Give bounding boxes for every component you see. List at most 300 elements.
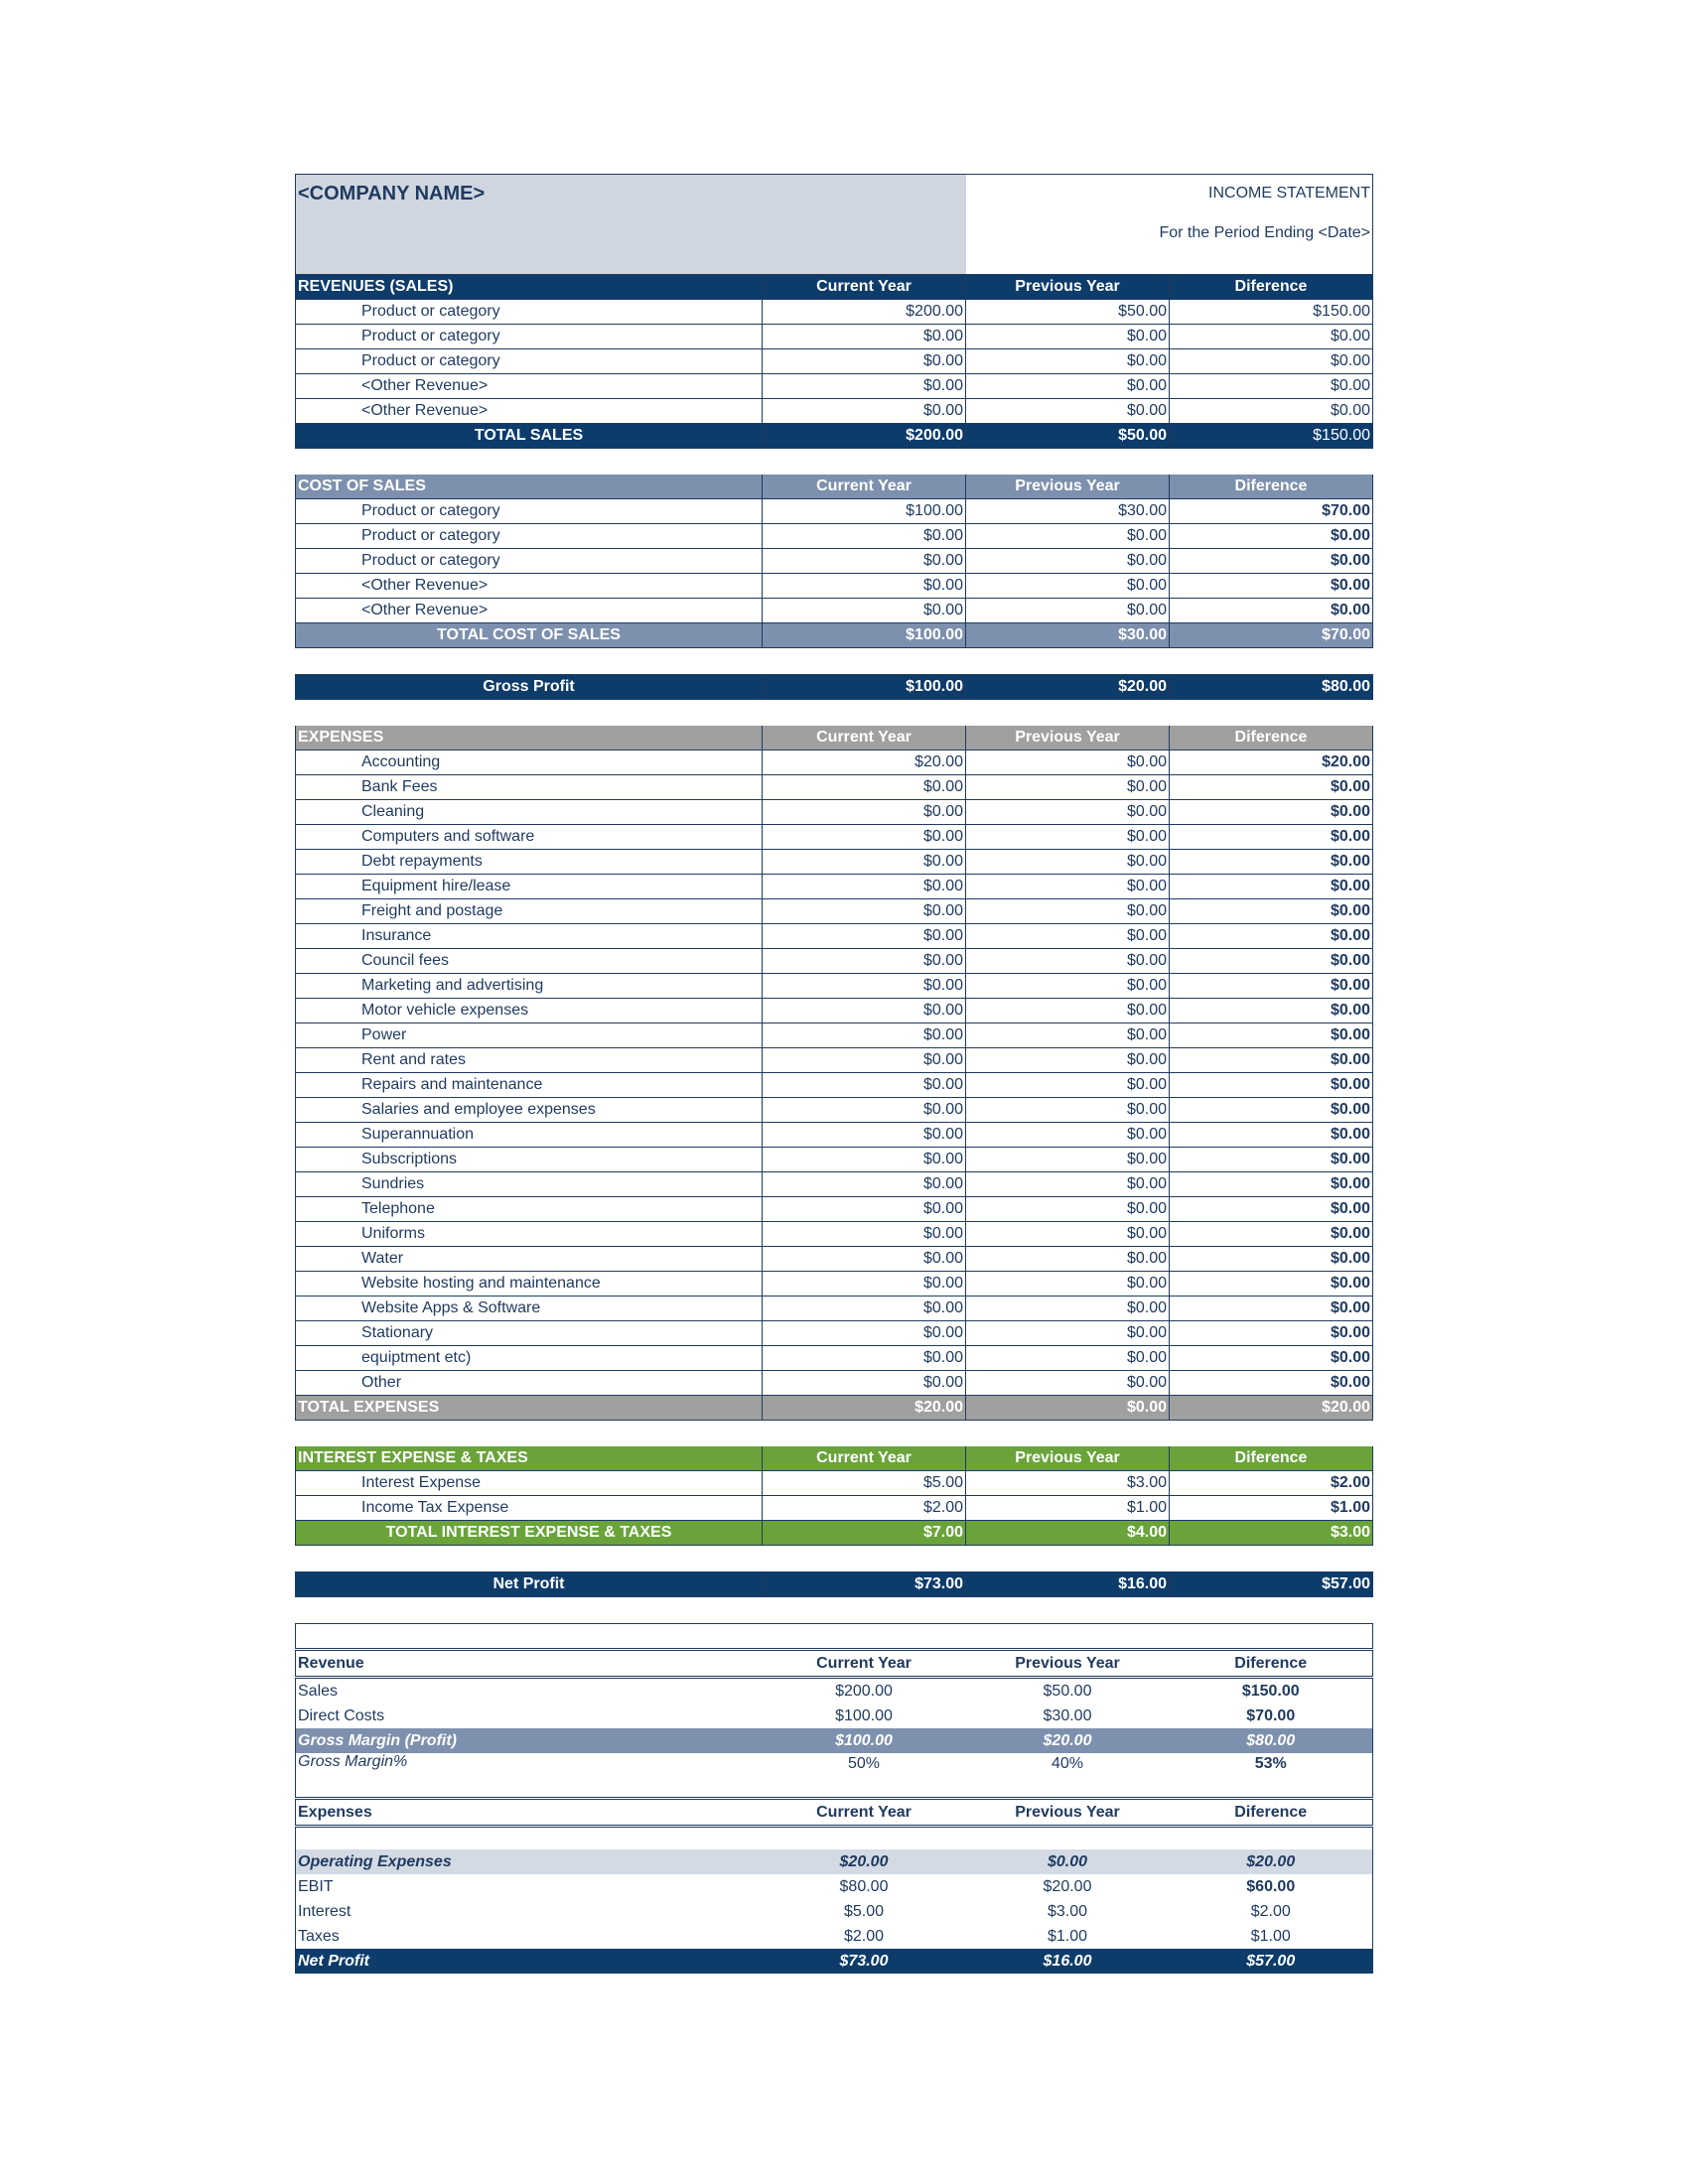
previous-value: $16.00 [1043, 1952, 1092, 1970]
row-label: Bank Fees [296, 775, 763, 800]
previous-value: $0.00 [966, 349, 1170, 374]
row-label: Salaries and employee expenses [296, 1098, 763, 1123]
line-item-row [296, 524, 1373, 549]
difference-value: $0.00 [1170, 549, 1373, 574]
previous-value: $0.00 [966, 949, 1170, 974]
line-item-row [296, 1048, 1373, 1073]
difference-value: $0.00 [1170, 924, 1373, 949]
difference-value: $0.00 [1170, 1197, 1373, 1222]
previous-value: $0.00 [966, 549, 1170, 574]
current-value: $0.00 [763, 399, 966, 424]
line-item-row [296, 751, 1373, 775]
difference-value: $70.00 [1170, 623, 1373, 648]
row-label: Taxes [296, 1924, 763, 1949]
difference-value: $20.00 [1170, 751, 1373, 775]
current-value: $2.00 [843, 1927, 885, 1945]
previous-value: $0.00 [966, 399, 1170, 424]
current-value: $0.00 [763, 924, 966, 949]
difference-value: $0.00 [1170, 974, 1373, 999]
current-value: $0.00 [763, 949, 966, 974]
row-label: Gross Profit [296, 675, 763, 700]
current-value: $100.00 [835, 1731, 893, 1749]
current-value: $200.00 [763, 424, 966, 449]
difference-value: $0.00 [1170, 399, 1373, 424]
row-label: Net Profit [296, 1572, 763, 1597]
line-item-row [296, 1148, 1373, 1172]
previous-value: $0.00 [966, 1272, 1170, 1297]
difference-value: $0.00 [1170, 1371, 1373, 1396]
row-label: Accounting [296, 751, 763, 775]
summary-taxes-row [296, 1924, 1373, 1949]
row-label: Gross Margin% [296, 1753, 763, 1799]
row-label: Power [296, 1024, 763, 1048]
line-item-row [296, 300, 1373, 325]
line-item-row [296, 800, 1373, 825]
summary-revenue-header [296, 1650, 1373, 1678]
difference-value: $0.00 [1170, 1297, 1373, 1321]
current-value: $0.00 [763, 775, 966, 800]
difference-value: $0.00 [1170, 349, 1373, 374]
previous-value: $1.00 [1047, 1927, 1088, 1945]
difference-value: $0.00 [1170, 1148, 1373, 1172]
difference-value: $0.00 [1170, 1321, 1373, 1346]
previous-value: $30.00 [966, 623, 1170, 648]
difference-value: $60.00 [1170, 1874, 1373, 1899]
line-item-row [296, 825, 1373, 850]
statement-period: For the Period Ending <Date> [1159, 224, 1371, 241]
previous-value: $0.00 [1047, 1852, 1088, 1870]
line-item-row [296, 1371, 1373, 1396]
current-value: $0.00 [763, 1272, 966, 1297]
line-item-row [296, 1098, 1373, 1123]
difference-value: $0.00 [1170, 325, 1373, 349]
expenses-table [295, 726, 1373, 1421]
previous-value: $0.00 [966, 1346, 1170, 1371]
current-value: $0.00 [763, 1297, 966, 1321]
summary-ebit-row [296, 1874, 1373, 1899]
line-item-row [296, 1471, 1373, 1496]
total-expenses-row [296, 1396, 1373, 1421]
expenses-header-row [296, 726, 1373, 751]
col-current-header: Current Year [763, 1650, 966, 1678]
previous-value: $0.00 [966, 599, 1170, 623]
current-value: 50% [763, 1753, 966, 1799]
row-label: Sales [296, 1678, 763, 1705]
col-previous-header: Previous Year [966, 475, 1170, 499]
row-label: Other [296, 1371, 763, 1396]
previous-value: $0.00 [966, 524, 1170, 549]
line-item-row [296, 374, 1373, 399]
section-title: Expenses [296, 1799, 763, 1827]
current-value: $0.00 [763, 999, 966, 1024]
row-label: Product or category [296, 300, 763, 325]
previous-value: $0.00 [966, 800, 1170, 825]
current-value: $100.00 [763, 675, 966, 700]
line-item-row [296, 974, 1373, 999]
difference-value: $150.00 [1170, 300, 1373, 325]
previous-value: $0.00 [966, 1123, 1170, 1148]
line-item-row [296, 949, 1373, 974]
current-value: $7.00 [763, 1521, 966, 1546]
summary-interest-row [296, 1899, 1373, 1924]
statement-title: INCOME STATEMENT [1208, 185, 1371, 202]
current-value: $73.00 [763, 1572, 966, 1597]
difference-value: $0.00 [1170, 574, 1373, 599]
col-previous-header: Previous Year [966, 1799, 1170, 1827]
difference-value: $0.00 [1170, 1346, 1373, 1371]
previous-value: $30.00 [966, 499, 1170, 524]
current-value: $0.00 [763, 1222, 966, 1247]
col-current-header: Current Year [763, 1799, 966, 1827]
row-label: Operating Expenses [296, 1849, 763, 1874]
line-item-row [296, 325, 1373, 349]
section-title: EXPENSES [296, 726, 763, 751]
difference-value: $70.00 [1170, 1704, 1373, 1728]
difference-value: $0.00 [1170, 524, 1373, 549]
difference-value: $0.00 [1170, 1098, 1373, 1123]
difference-value: $0.00 [1170, 999, 1373, 1024]
row-label: Product or category [296, 349, 763, 374]
company-name: <COMPANY NAME> [296, 175, 966, 275]
line-item-row [296, 574, 1373, 599]
gross-profit-table [295, 674, 1373, 700]
line-item-row [296, 1222, 1373, 1247]
row-label: Water [296, 1247, 763, 1272]
row-label: Product or category [296, 549, 763, 574]
row-label: <Other Revenue> [296, 599, 763, 623]
difference-value: $1.00 [1170, 1924, 1373, 1949]
row-label: equiptment etc) [296, 1346, 763, 1371]
row-label: TOTAL INTEREST EXPENSE & TAXES [296, 1521, 763, 1546]
previous-value: $3.00 [966, 1471, 1170, 1496]
difference-value: $0.00 [1170, 374, 1373, 399]
difference-value: $0.00 [1170, 1048, 1373, 1073]
col-previous-header: Previous Year [966, 275, 1170, 300]
current-value: $200.00 [763, 300, 966, 325]
difference-value: $1.00 [1170, 1496, 1373, 1521]
current-value: $0.00 [763, 1148, 966, 1172]
row-label: Debt repayments [296, 850, 763, 875]
previous-value: $0.00 [966, 899, 1170, 924]
current-value: $100.00 [835, 1706, 893, 1724]
row-label: Repairs and maintenance [296, 1073, 763, 1098]
col-current-header: Current Year [763, 275, 966, 300]
row-label: TOTAL EXPENSES [296, 1396, 763, 1421]
difference-value: $0.00 [1170, 825, 1373, 850]
previous-value: $0.00 [966, 924, 1170, 949]
difference-value: 53% [1170, 1753, 1373, 1799]
total-interest-taxes-row [296, 1521, 1373, 1546]
row-label: Website Apps & Software [296, 1297, 763, 1321]
current-value: $20.00 [763, 1396, 966, 1421]
row-label: Interest Expense [296, 1471, 763, 1496]
previous-value: $0.00 [966, 1222, 1170, 1247]
row-label: Insurance [296, 924, 763, 949]
col-current-header: Current Year [763, 1446, 966, 1471]
section-title: COST OF SALES [296, 475, 763, 499]
difference-value: $0.00 [1170, 1073, 1373, 1098]
current-value: $0.00 [763, 850, 966, 875]
difference-value: $80.00 [1170, 1728, 1373, 1753]
line-item-row [296, 1272, 1373, 1297]
interest-taxes-header-row [296, 1446, 1373, 1471]
line-item-row [296, 1346, 1373, 1371]
previous-value: $0.00 [966, 1172, 1170, 1197]
summary-expenses-header [296, 1799, 1373, 1827]
previous-value: $1.00 [966, 1496, 1170, 1521]
row-label: Freight and postage [296, 899, 763, 924]
difference-value: $70.00 [1170, 499, 1373, 524]
line-item-row [296, 1123, 1373, 1148]
current-value: $0.00 [763, 800, 966, 825]
row-label: Rent and rates [296, 1048, 763, 1073]
difference-value: $0.00 [1170, 1272, 1373, 1297]
previous-value: $0.00 [966, 1197, 1170, 1222]
previous-value: $0.00 [966, 775, 1170, 800]
difference-value: $0.00 [1170, 775, 1373, 800]
current-value: $0.00 [763, 1073, 966, 1098]
current-value: $200.00 [835, 1682, 893, 1700]
previous-value: $50.00 [966, 424, 1170, 449]
difference-value: $150.00 [1170, 1678, 1373, 1705]
row-label: TOTAL SALES [296, 424, 763, 449]
previous-value: $0.00 [966, 1371, 1170, 1396]
difference-value: $80.00 [1170, 675, 1373, 700]
current-value: $0.00 [763, 899, 966, 924]
summary-operating-row [296, 1849, 1373, 1874]
col-current-header: Current Year [763, 726, 966, 751]
previous-value: $0.00 [966, 1396, 1170, 1421]
current-value: $100.00 [763, 499, 966, 524]
revenues-table [295, 275, 1373, 449]
col-difference-header: Diference [1170, 1650, 1373, 1678]
cost-of-sales-header-row [296, 475, 1373, 499]
summary-gross-margin-row [296, 1728, 1373, 1753]
previous-value: $0.00 [966, 1098, 1170, 1123]
current-value: $0.00 [763, 549, 966, 574]
line-item-row [296, 349, 1373, 374]
row-label: EBIT [296, 1874, 763, 1899]
row-label: Superannuation [296, 1123, 763, 1148]
summary-sales-row [296, 1678, 1373, 1705]
current-value: $0.00 [763, 1321, 966, 1346]
difference-value: $20.00 [1170, 1849, 1373, 1874]
line-item-row [296, 1321, 1373, 1346]
row-label: Council fees [296, 949, 763, 974]
difference-value: $0.00 [1170, 1123, 1373, 1148]
row-label: Subscriptions [296, 1148, 763, 1172]
previous-value: $3.00 [1047, 1902, 1088, 1920]
previous-value: $0.00 [966, 850, 1170, 875]
section-title: REVENUES (SALES) [296, 275, 763, 300]
difference-value: $0.00 [1170, 1172, 1373, 1197]
statement-header [295, 174, 1373, 275]
previous-value: $0.00 [966, 1048, 1170, 1073]
difference-value: $3.00 [1170, 1521, 1373, 1546]
net-profit-table [295, 1571, 1373, 1597]
row-label: Product or category [296, 325, 763, 349]
row-label: <Other Revenue> [296, 399, 763, 424]
row-label: <Other Revenue> [296, 374, 763, 399]
row-label: Income Tax Expense [296, 1496, 763, 1521]
previous-value: $0.00 [966, 825, 1170, 850]
current-value: $2.00 [763, 1496, 966, 1521]
line-item-row [296, 1297, 1373, 1321]
previous-value: $0.00 [966, 1148, 1170, 1172]
line-item-row [296, 899, 1373, 924]
current-value: $20.00 [839, 1852, 889, 1870]
current-value: $100.00 [763, 623, 966, 648]
line-item-row [296, 1247, 1373, 1272]
line-item-row [296, 549, 1373, 574]
previous-value: $0.00 [966, 374, 1170, 399]
difference-value: $0.00 [1170, 1024, 1373, 1048]
previous-value: $4.00 [966, 1521, 1170, 1546]
current-value: $0.00 [763, 524, 966, 549]
difference-value: $2.00 [1170, 1899, 1373, 1924]
previous-value: $30.00 [1043, 1706, 1092, 1724]
net-profit-row [296, 1572, 1373, 1597]
line-item-row [296, 1197, 1373, 1222]
current-value: $0.00 [763, 1247, 966, 1272]
current-value: $0.00 [763, 574, 966, 599]
previous-value: $0.00 [966, 999, 1170, 1024]
col-difference-header: Diference [1170, 275, 1373, 300]
current-value: $0.00 [763, 1346, 966, 1371]
summary-direct-costs-row [296, 1704, 1373, 1728]
row-label: Equipment hire/lease [296, 875, 763, 899]
row-label: TOTAL COST OF SALES [296, 623, 763, 648]
previous-value: $50.00 [1043, 1682, 1092, 1700]
current-value: $0.00 [763, 1024, 966, 1048]
line-item-row [296, 999, 1373, 1024]
row-label: Motor vehicle expenses [296, 999, 763, 1024]
difference-value: $0.00 [1170, 899, 1373, 924]
current-value: $0.00 [763, 599, 966, 623]
difference-value: $0.00 [1170, 800, 1373, 825]
row-label: Product or category [296, 499, 763, 524]
previous-value: $50.00 [966, 300, 1170, 325]
current-value: $0.00 [763, 1048, 966, 1073]
current-value: $0.00 [763, 825, 966, 850]
previous-value: $0.00 [966, 875, 1170, 899]
col-previous-header: Previous Year [966, 726, 1170, 751]
previous-value: 40% [966, 1753, 1170, 1799]
section-title: INTEREST EXPENSE & TAXES [296, 1446, 763, 1471]
difference-value: $57.00 [1170, 1572, 1373, 1597]
previous-value: $0.00 [966, 1321, 1170, 1346]
current-value: $5.00 [763, 1471, 966, 1496]
difference-value: $2.00 [1170, 1471, 1373, 1496]
current-value: $0.00 [763, 875, 966, 899]
previous-value: $0.00 [966, 1073, 1170, 1098]
difference-value: $0.00 [1170, 599, 1373, 623]
row-label: Uniforms [296, 1222, 763, 1247]
gross-profit-row [296, 675, 1373, 700]
row-label: Gross Margin (Profit) [296, 1728, 763, 1753]
difference-value: $0.00 [1170, 949, 1373, 974]
col-difference-header: Diference [1170, 726, 1373, 751]
line-item-row [296, 499, 1373, 524]
summary-table [295, 1623, 1373, 1974]
current-value: $0.00 [763, 374, 966, 399]
previous-value: $0.00 [966, 1297, 1170, 1321]
difference-value: $0.00 [1170, 850, 1373, 875]
current-value: $0.00 [763, 1172, 966, 1197]
cost-of-sales-table [295, 475, 1373, 648]
summary-gross-margin-pct-row [296, 1753, 1373, 1799]
total-sales-row [296, 424, 1373, 449]
col-difference-header: Diference [1170, 475, 1373, 499]
current-value: $73.00 [839, 1952, 889, 1970]
col-difference-header: Diference [1170, 1446, 1373, 1471]
row-label: Marketing and advertising [296, 974, 763, 999]
row-label: Website hosting and maintenance [296, 1272, 763, 1297]
col-difference-header: Diference [1170, 1799, 1373, 1827]
total-cost-of-sales-row [296, 623, 1373, 648]
row-label: Stationary [296, 1321, 763, 1346]
previous-value: $20.00 [1043, 1731, 1092, 1749]
line-item-row [296, 599, 1373, 623]
current-value: $0.00 [763, 974, 966, 999]
line-item-row [296, 1024, 1373, 1048]
row-label: <Other Revenue> [296, 574, 763, 599]
income-statement-sheet [295, 174, 1372, 1974]
line-item-row [296, 1496, 1373, 1521]
interest-taxes-table [295, 1446, 1373, 1546]
previous-value: $0.00 [966, 974, 1170, 999]
previous-value: $0.00 [966, 751, 1170, 775]
difference-value: $150.00 [1170, 424, 1373, 449]
col-previous-header: Previous Year [966, 1446, 1170, 1471]
previous-value: $16.00 [966, 1572, 1170, 1597]
summary-net-profit-row [296, 1949, 1373, 1974]
row-label: Product or category [296, 524, 763, 549]
row-label: Sundries [296, 1172, 763, 1197]
line-item-row [296, 775, 1373, 800]
revenues-header-row [296, 275, 1373, 300]
current-value: $0.00 [763, 325, 966, 349]
line-item-row [296, 399, 1373, 424]
line-item-row [296, 1172, 1373, 1197]
row-label: Direct Costs [296, 1704, 763, 1728]
current-value: $0.00 [763, 1371, 966, 1396]
difference-value: $0.00 [1170, 875, 1373, 899]
previous-value: $0.00 [966, 325, 1170, 349]
difference-value: $57.00 [1170, 1949, 1373, 1974]
current-value: $0.00 [763, 1098, 966, 1123]
row-label: Net Profit [296, 1949, 763, 1974]
current-value: $0.00 [763, 1197, 966, 1222]
difference-value: $0.00 [1170, 1247, 1373, 1272]
previous-value: $20.00 [966, 675, 1170, 700]
row-label: Computers and software [296, 825, 763, 850]
current-value: $0.00 [763, 349, 966, 374]
previous-value: $20.00 [1043, 1877, 1092, 1895]
difference-value: $20.00 [1170, 1396, 1373, 1421]
section-title: Revenue [296, 1650, 763, 1678]
line-item-row [296, 924, 1373, 949]
col-previous-header: Previous Year [966, 1650, 1170, 1678]
col-current-header: Current Year [763, 475, 966, 499]
row-label: Cleaning [296, 800, 763, 825]
line-item-row [296, 875, 1373, 899]
line-item-row [296, 850, 1373, 875]
previous-value: $0.00 [966, 1247, 1170, 1272]
previous-value: $0.00 [966, 574, 1170, 599]
previous-value: $0.00 [966, 1024, 1170, 1048]
line-item-row [296, 1073, 1373, 1098]
